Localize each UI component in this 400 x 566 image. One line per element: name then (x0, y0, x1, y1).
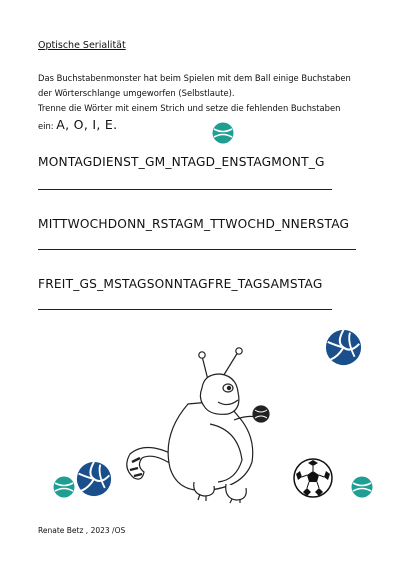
footer-credit: Renate Betz , 2023 /OS (38, 526, 126, 535)
monster-illustration (118, 344, 290, 504)
instruction-line: der Wörterschlange umgeworfen (Selbstlaute). (38, 88, 235, 98)
answer-line[interactable] (38, 249, 356, 250)
word-chain: FREIT_GS_MSTAGSONNTAGFRE_TAGSAMSTAG (38, 277, 323, 291)
letters-prefix: ein: (38, 121, 54, 131)
volleyball-icon (76, 461, 112, 497)
tennis-ball-icon (53, 476, 75, 498)
word-chain: MONTAGDIENST_GM_NTAGD_ENSTAGMONT_G (38, 155, 325, 169)
missing-letters-line (38, 117, 117, 132)
instruction-line: Das Buchstabenmonster hat beim Spielen mit dem Ball einige Buchstaben (38, 73, 351, 83)
soccer-ball-icon (293, 458, 333, 498)
volleyball-icon (325, 329, 362, 366)
answer-line[interactable] (38, 189, 332, 190)
word-chain: MITTWOCHDONN_RSTAGM_TTWOCHD_NNERSTAG (38, 217, 350, 231)
missing-letters: A, O, I, E. (56, 117, 118, 132)
instruction-line: Trenne die Wörter mit einem Strich und setze die fehlenden Buchstaben (38, 103, 341, 113)
answer-line[interactable] (38, 309, 332, 310)
tennis-ball-icon (212, 122, 234, 144)
worksheet-title: Optische Serialität (38, 40, 126, 51)
instructions (38, 71, 368, 116)
tennis-ball-icon (351, 476, 373, 498)
